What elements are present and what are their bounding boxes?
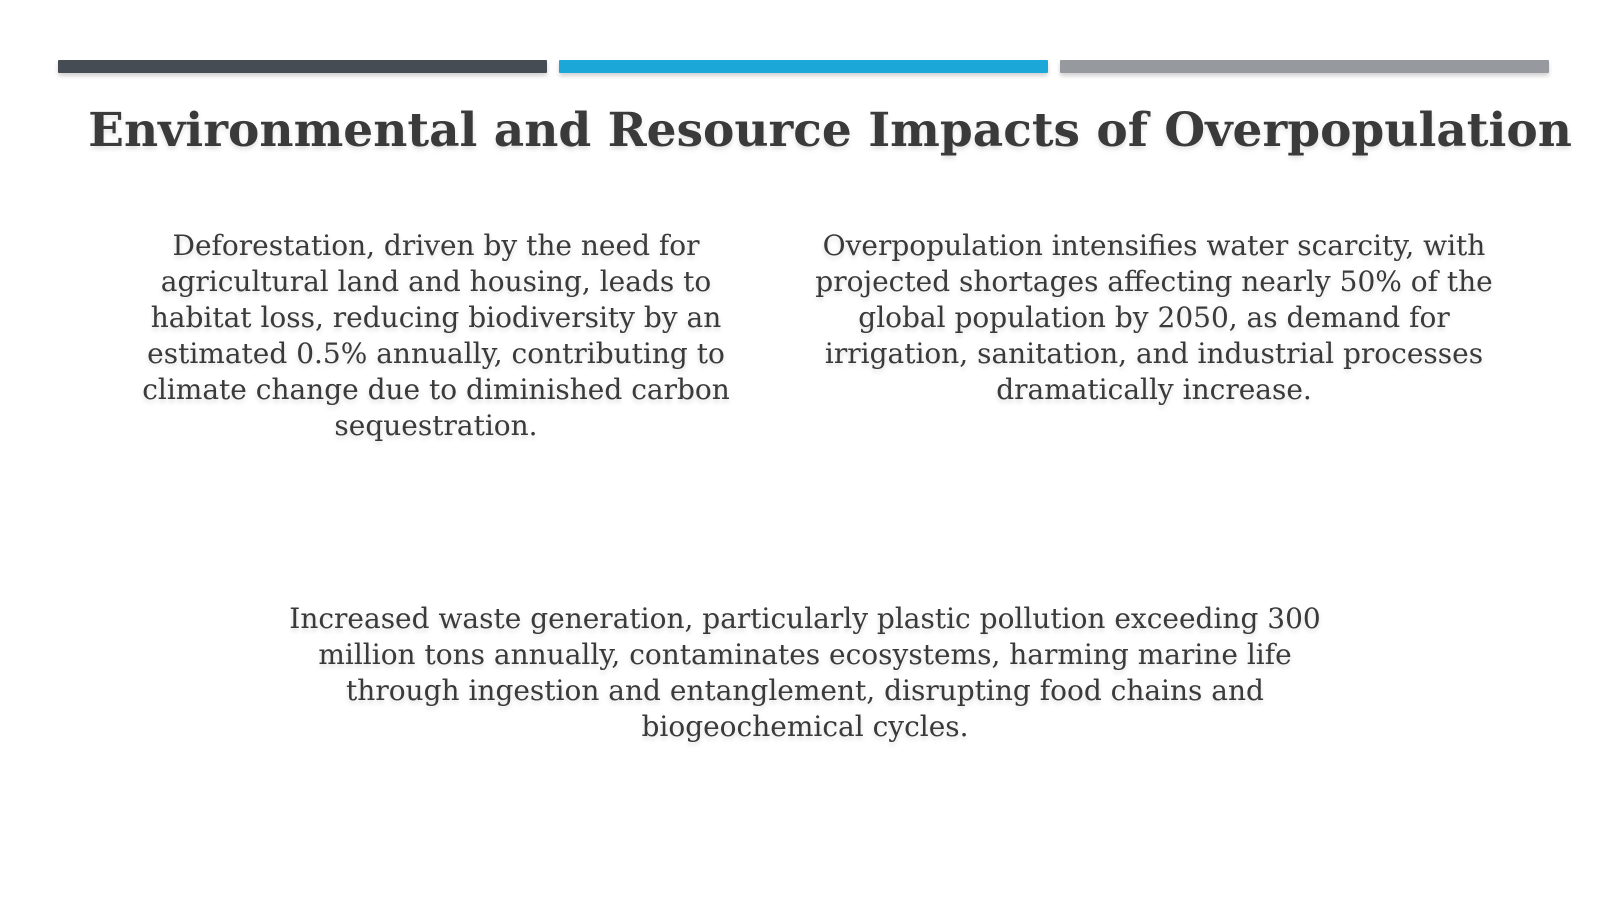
slide-title: Environmental and Resource Impacts of Overpopulation bbox=[88, 103, 1572, 158]
accent-bar-dark bbox=[58, 60, 547, 73]
deforestation-paragraph: Deforestation, driven by the need for agricultural land and housing, leads to habitat loss, reducing biodiversity by an estimated 0.5% annually, contributing to climate change due to diminished carbon sequestration. bbox=[142, 229, 730, 442]
accent-bar-blue bbox=[559, 60, 1048, 73]
accent-bar-gray bbox=[1060, 60, 1549, 73]
waste-generation-paragraph: Increased waste generation, particularly plastic pollution exceeding 300 million tons annually, contaminates ecosystems, harming marine life through ingestion and entanglement, disrupting food chains and biogeochemical cycles. bbox=[289, 602, 1321, 743]
water-scarcity-paragraph: Overpopulation intensifies water scarcity, with projected shortages affecting nearly 50% of the global population by 2050, as demand for irrigation, sanitation, and industrial processes dramatically increase. bbox=[815, 229, 1493, 406]
